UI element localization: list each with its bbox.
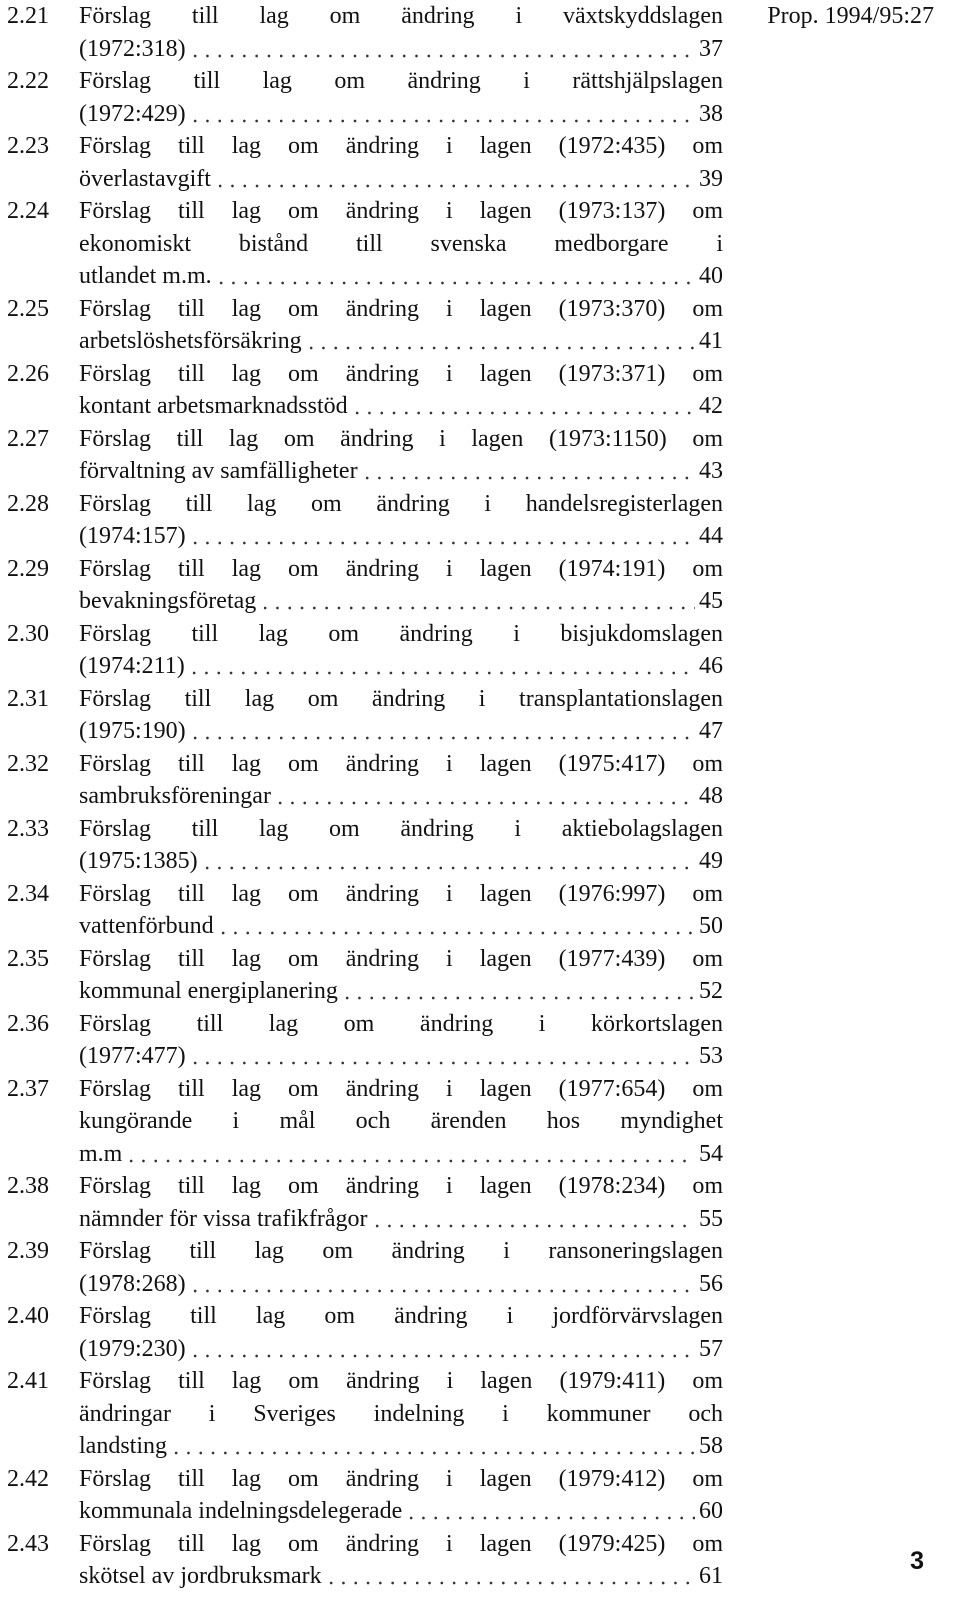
- toc-entry-title-line: Förslag till lag om ändring i lagen (1977:654) om: [79, 1075, 723, 1102]
- toc-entry-body: [79, 65, 723, 130]
- toc-entry-title-end: bevakningsföretag: [79, 588, 257, 614]
- toc-entry-title-line: Förslag till lag om ändring i transplantationslagen: [79, 685, 723, 712]
- toc-entry-body: [79, 943, 723, 1008]
- toc-entry-title-end: (1978:268): [79, 1270, 186, 1297]
- toc-entry-number: 2.22: [7, 68, 49, 94]
- toc-entry-title-line: Förslag till lag om ändring i körkortslagen: [79, 1010, 723, 1037]
- toc-entry-last-line: [79, 910, 723, 943]
- toc-entry-body: [79, 813, 723, 878]
- toc-entry-title-line: Förslag till lag om ändring i lagen (1974:191) om: [79, 555, 723, 582]
- toc-entry-page: 45: [699, 588, 723, 614]
- toc-entry-body: [79, 1463, 723, 1528]
- toc-entry-body: [79, 1365, 723, 1463]
- toc-entry-last-line: [79, 1560, 723, 1593]
- toc-entry-page: 55: [699, 1205, 723, 1232]
- dot-leader: [325, 1579, 695, 1587]
- toc-entry-title-end: överlastavgift: [79, 165, 211, 192]
- toc-entry[interactable]: [7, 1528, 723, 1593]
- dot-leader: [189, 1059, 695, 1067]
- toc-entry-body: [79, 488, 723, 553]
- toc-entry-title-line: Förslag till lag om ändring i ransoneringslagen: [79, 1238, 723, 1264]
- toc-entry[interactable]: [7, 553, 723, 618]
- toc-entry-body: [79, 1300, 723, 1365]
- toc-entry-title-end: kommunal energiplanering: [79, 978, 338, 1004]
- toc-entry-title-line: Förslag till lag om ändring i lagen (1979:412) om: [79, 1465, 723, 1492]
- toc-entry-last-line: [79, 33, 723, 66]
- toc-entry-title-line: Förslag till lag om ändring i lagen (1973:137) om: [79, 198, 723, 224]
- toc-entry-last-line: [79, 163, 723, 196]
- toc-entry-title-line: Förslag till lag om ändring i jordförvärvslagen: [79, 1303, 723, 1329]
- dot-leader: [371, 1222, 695, 1230]
- toc-entry[interactable]: [7, 1463, 723, 1528]
- toc-entry-title-line: Förslag till lag om ändring i lagen (1973:370) om: [79, 295, 723, 322]
- toc-entry[interactable]: [7, 1170, 723, 1235]
- toc-entry-last-line: [79, 1040, 723, 1073]
- dot-leader: [189, 52, 695, 60]
- toc-entry-body: [79, 293, 723, 358]
- toc-entry[interactable]: [7, 488, 723, 553]
- toc-entry-number: 2.40: [7, 1303, 49, 1329]
- toc-entry-title-end: utlandet m.m.: [79, 263, 212, 289]
- toc-entry-number: 2.29: [7, 555, 49, 582]
- toc-entry-number: 2.39: [7, 1238, 49, 1264]
- dot-leader: [170, 1449, 695, 1457]
- toc-entry-last-line: [79, 1430, 723, 1463]
- toc-entry-number: 2.43: [7, 1530, 49, 1557]
- toc-entry-body: [79, 1008, 723, 1073]
- dot-leader: [305, 344, 695, 352]
- toc-entry-number: 2.34: [7, 880, 49, 907]
- toc-entry[interactable]: [7, 813, 723, 878]
- toc-entry-title-line: Förslag till lag om ändring i lagen (1979:425) om: [79, 1530, 723, 1557]
- toc-entry-body: [79, 1170, 723, 1235]
- toc-entry-title-end: sambruksföreningar: [79, 783, 271, 809]
- toc-entry-title-end: (1975:1385): [79, 848, 198, 874]
- toc-entry[interactable]: [7, 423, 723, 488]
- toc-entry-page: 44: [699, 523, 723, 549]
- toc-entry-body: [79, 423, 723, 488]
- toc-entry-page: 38: [699, 100, 723, 127]
- toc-entry-body: [79, 195, 723, 293]
- toc-entry-number: 2.38: [7, 1173, 49, 1199]
- toc-entry[interactable]: [7, 943, 723, 1008]
- dot-leader: [189, 1352, 695, 1360]
- toc-entry-title-end: (1972:429): [79, 100, 186, 127]
- toc-entry-number: 2.36: [7, 1010, 49, 1037]
- toc-entry-page: 56: [699, 1270, 723, 1297]
- toc-entry-last-line: [79, 1203, 723, 1236]
- toc-entry-last-line: [79, 780, 723, 813]
- dot-leader: [351, 409, 695, 417]
- toc-entry-title-end: (1974:157): [79, 523, 186, 549]
- toc-entry-body: [79, 553, 723, 618]
- toc-entry-title-line: Förslag till lag om ändring i lagen (1975:417) om: [79, 750, 723, 777]
- toc-entry[interactable]: [7, 748, 723, 813]
- dot-leader: [188, 669, 695, 677]
- toc-entry-last-line: [79, 520, 723, 553]
- toc-entry-last-line: [79, 390, 723, 423]
- toc-entry-title-line: Förslag till lag om ändring i bisjukdomslagen: [79, 620, 723, 647]
- toc-entry-body: [79, 0, 723, 65]
- toc-entry-number: 2.32: [7, 750, 49, 777]
- toc-entry-number: 2.23: [7, 133, 49, 159]
- toc-entry-title-end: skötsel av jordbruksmark: [79, 1563, 322, 1589]
- toc-entry-page: 49: [699, 848, 723, 874]
- toc-entry-last-line: [79, 975, 723, 1008]
- toc-entry-title-end: förvaltning av samfälligheter: [79, 458, 358, 484]
- dot-leader: [215, 279, 695, 287]
- toc-entry-number: 2.41: [7, 1368, 49, 1394]
- toc-entry-last-line: [79, 455, 723, 488]
- dot-leader: [405, 1514, 695, 1522]
- toc-entry-number: 2.28: [7, 490, 49, 517]
- toc-entry-number: 2.24: [7, 198, 49, 224]
- toc-entry-body: [79, 878, 723, 943]
- toc-entry-body: [79, 130, 723, 195]
- toc-entry-title-end: nämnder för vissa trafikfrågor: [79, 1205, 368, 1232]
- toc-entry-title-end: kontant arbetsmarknadsstöd: [79, 393, 348, 419]
- toc-entry-title-line: Förslag till lag om ändring i lagen (1977:439) om: [79, 945, 723, 972]
- toc-entry-title-line: Förslag till lag om ändring i rättshjälpslagen: [79, 68, 723, 94]
- toc-entry-number: 2.35: [7, 945, 49, 972]
- toc-entry-title-line: ändringar i Sveriges indelning i kommuner och: [79, 1400, 723, 1427]
- toc-entry[interactable]: [7, 1300, 723, 1365]
- toc-entry-last-line: [79, 1333, 723, 1366]
- toc-entry-title-line: Förslag till lag om ändring i lagen (1972:435) om: [79, 133, 723, 159]
- toc-entry-last-line: [79, 1268, 723, 1301]
- toc-entry[interactable]: [7, 65, 723, 130]
- toc-entry-number: 2.21: [7, 3, 49, 29]
- toc-entry-last-line: [79, 98, 723, 131]
- dot-leader: [201, 864, 695, 872]
- toc-entry-title-line: Förslag till lag om ändring i växtskyddslagen: [79, 3, 723, 29]
- toc-entry-last-line: [79, 260, 723, 293]
- toc-entry-page: 41: [699, 328, 723, 354]
- toc-entry-title-end: landsting: [79, 1433, 167, 1459]
- toc-entry-page: 37: [699, 35, 723, 62]
- toc-entry-page: 52: [699, 978, 723, 1004]
- toc-entry-title-end: (1972:318): [79, 35, 186, 62]
- toc-entry-title-line: kungörande i mål och ärenden hos myndighet: [79, 1108, 723, 1134]
- toc-entry-page: 61: [699, 1563, 723, 1589]
- toc-entry-page: 47: [699, 718, 723, 744]
- toc-entry-title-end: arbetslöshetsförsäkring: [79, 328, 302, 354]
- dot-leader: [189, 117, 695, 125]
- toc-entry[interactable]: [7, 358, 723, 423]
- toc-entry-last-line: [79, 715, 723, 748]
- toc-entry-number: 2.31: [7, 685, 49, 712]
- toc-entry-number: 2.30: [7, 620, 49, 647]
- toc-entry[interactable]: [7, 683, 723, 748]
- dot-leader: [259, 604, 695, 612]
- page-number: 3: [910, 1547, 924, 1575]
- toc-entry-page: 58: [699, 1433, 723, 1459]
- toc-entry-page: 43: [699, 458, 723, 484]
- toc-entry-title-line: Förslag till lag om ändring i lagen (1973:1150) om: [79, 425, 723, 452]
- toc-entry-body: [79, 683, 723, 748]
- toc-entry-body: [79, 1528, 723, 1593]
- toc-entry-page: 39: [699, 165, 723, 192]
- toc-entry-last-line: [79, 845, 723, 878]
- toc-entry-body: [79, 1073, 723, 1171]
- toc-entry-title-line: Förslag till lag om ändring i lagen (1978:234) om: [79, 1173, 723, 1199]
- dot-leader: [125, 1157, 695, 1165]
- toc-entry-page: 46: [699, 653, 723, 679]
- dot-leader: [217, 929, 695, 937]
- toc-entry-title-line: ekonomiskt bistånd till svenska medborgare i: [79, 230, 723, 257]
- publication-reference: Prop. 1994/95:27: [767, 3, 934, 29]
- toc-entry-last-line: [79, 585, 723, 618]
- toc-entry-last-line: [79, 1138, 723, 1171]
- toc-entry[interactable]: [7, 618, 723, 683]
- dot-leader: [214, 182, 695, 190]
- toc-entry-page: 50: [699, 913, 723, 939]
- toc-entry-number: 2.25: [7, 295, 49, 322]
- toc-entry-page: 54: [699, 1140, 723, 1167]
- toc-entry-title-end: (1974:211): [79, 653, 185, 679]
- toc-entry-last-line: [79, 650, 723, 683]
- toc-entry[interactable]: [7, 195, 723, 293]
- toc-entry-last-line: [79, 325, 723, 358]
- toc-entry-page: 57: [699, 1335, 723, 1362]
- toc-entry-body: [79, 748, 723, 813]
- toc-entry[interactable]: [7, 0, 723, 65]
- toc-entry-title-end: (1977:477): [79, 1043, 186, 1069]
- toc-entry-page: 53: [699, 1043, 723, 1069]
- toc-entry-title-line: Förslag till lag om ändring i lagen (1973:371) om: [79, 360, 723, 387]
- toc-entry-number: 2.26: [7, 360, 49, 387]
- toc-entry[interactable]: [7, 1235, 723, 1300]
- toc-entry[interactable]: [7, 293, 723, 358]
- dot-leader: [189, 539, 695, 547]
- toc-entry-number: 2.33: [7, 815, 49, 842]
- toc-entry-number: 2.42: [7, 1465, 49, 1492]
- dot-leader: [189, 734, 695, 742]
- toc-entry-body: [79, 1235, 723, 1300]
- table-of-contents: [7, 0, 723, 1593]
- toc-entry-title-line: Förslag till lag om ändring i lagen (1979:411) om: [79, 1368, 723, 1394]
- toc-entry-body: [79, 358, 723, 423]
- dot-leader: [341, 994, 695, 1002]
- dot-leader: [189, 1287, 695, 1295]
- toc-entry-number: 2.27: [7, 425, 49, 452]
- dot-leader: [361, 474, 695, 482]
- toc-entry-title-end: vattenförbund: [79, 913, 214, 939]
- toc-entry-title-end: (1979:230): [79, 1335, 186, 1362]
- toc-entry[interactable]: [7, 130, 723, 195]
- toc-entry-page: 40: [699, 263, 723, 289]
- toc-entry-number: 2.37: [7, 1075, 49, 1102]
- toc-entry-page: 48: [699, 783, 723, 809]
- toc-entry[interactable]: [7, 1073, 723, 1171]
- toc-entry-title-end: m.m: [79, 1140, 123, 1167]
- toc-entry[interactable]: [7, 1008, 723, 1073]
- toc-entry[interactable]: [7, 878, 723, 943]
- toc-entry[interactable]: [7, 1365, 723, 1463]
- dot-leader: [274, 799, 695, 807]
- toc-entry-title-end: (1975:190): [79, 718, 186, 744]
- toc-entry-title-end: kommunala indelningsdelegerade: [79, 1498, 403, 1524]
- toc-entry-title-line: Förslag till lag om ändring i handelsregisterlagen: [79, 490, 723, 517]
- toc-entry-page: 60: [699, 1498, 723, 1524]
- toc-entry-page: 42: [699, 393, 723, 419]
- toc-entry-title-line: Förslag till lag om ändring i lagen (1976:997) om: [79, 880, 723, 907]
- toc-entry-title-line: Förslag till lag om ändring i aktiebolagslagen: [79, 815, 723, 842]
- toc-entry-last-line: [79, 1495, 723, 1528]
- toc-entry-body: [79, 618, 723, 683]
